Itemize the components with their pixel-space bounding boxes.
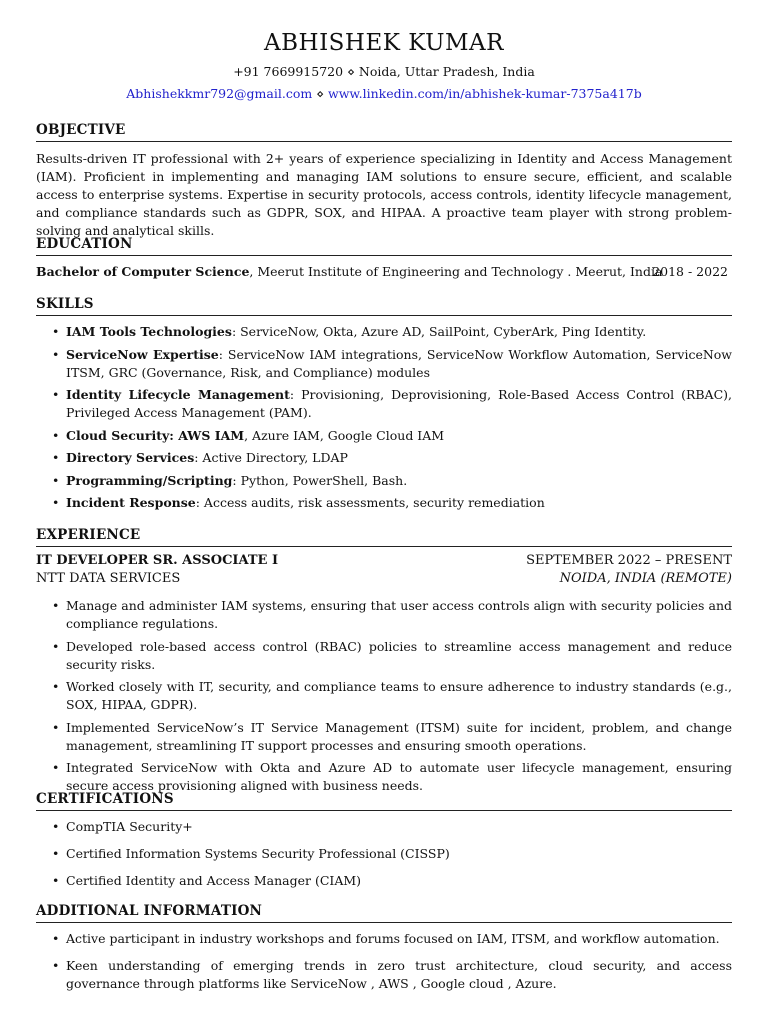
certifications-list xyxy=(52,818,732,895)
list-item: • Incident Response: Access audits, risk assessments, security remediation xyxy=(52,495,545,510)
degree: Bachelor of Computer Science xyxy=(36,264,250,279)
skill-label: ServiceNow Expertise xyxy=(66,346,219,362)
list-item: • Identity Lifecycle Management: Provisioning, Deprovisioning, Role-Based Access Control (RBAC), Privileged Access Management (PAM). xyxy=(52,387,732,420)
location: Noida, Uttar Pradesh, India xyxy=(358,64,535,79)
candidate-name: ABHISHEK KUMAR xyxy=(264,30,504,56)
skill-label: Identity Lifecycle Management xyxy=(66,387,290,402)
skill-text: : Python, PowerShell, Bash. xyxy=(232,472,408,488)
separator: ⋄ xyxy=(316,86,325,101)
list-item: • Programming/Scripting: Python, PowerShell, Bash. xyxy=(52,472,408,488)
bullet-text: Developed role-based access control (RBAC) policies to streamline access management and reduce security risks. xyxy=(66,638,732,672)
certification-text: Certified Identity and Access Manager (CIAM) xyxy=(66,873,362,888)
bullet-text: Manage and administer IAM systems, ensuring that user access controls align with security policies and compliance regulations. xyxy=(66,598,732,631)
skill-label: Incident Response xyxy=(66,495,196,510)
section-heading-objective: OBJECTIVE xyxy=(36,122,732,142)
list-item: • Certified Identity and Access Manager (CIAM) xyxy=(52,873,362,888)
section-heading-experience: EXPERIENCE xyxy=(36,527,732,547)
list-item: • CompTIA Security+ xyxy=(52,819,193,834)
links-line xyxy=(0,86,768,101)
list-item: • ServiceNow Expertise: ServiceNow IAM integrations, ServiceNow Workflow Automation, ServiceNow ITSM, GRC (Governance, Risk, and Compliance) modules xyxy=(52,346,733,380)
additional-text: Active participant in industry workshops and forums focused on IAM, ITSM, and workflow automation. xyxy=(66,931,720,946)
bullet-text: Worked closely with IT, security, and compliance teams to ensure adherence to industry standards (e.g., SOX, HIPAA, GDPR). xyxy=(66,679,732,712)
skill-text: : Active Directory, LDAP xyxy=(194,450,348,465)
linkedin-link[interactable]: www.linkedin.com/in/abhishek-kumar-7375a417b xyxy=(328,86,642,101)
separator: ⋄ xyxy=(347,64,355,79)
company-line xyxy=(36,570,732,588)
list-item: • Manage and administer IAM systems, ensuring that user access controls align with security policies and compliance regulations. xyxy=(52,598,732,631)
bullet-text: Integrated ServiceNow with Okta and Azure AD to automate user lifecycle management, ensuring secure access provisioning aligned with business needs. xyxy=(66,760,732,793)
email-link[interactable]: Abhishekkmr792@gmail.com xyxy=(126,86,313,101)
list-item: • Implemented ServiceNow’s IT Service Management (ITSM) suite for incident, problem, and change management, streamlining IT support processes and ensuring smooth operations. xyxy=(52,719,732,753)
certification-text: CompTIA Security+ xyxy=(66,819,193,834)
skill-text: , Azure IAM, Google Cloud IAM xyxy=(244,427,445,443)
education-entry xyxy=(36,263,732,281)
skill-label: Directory Services xyxy=(66,450,195,465)
objective-text: Results-driven IT professional with 2+ years of experience specializing in Identity and Access Management (IAM). Proficient in implementing and managing IAM solutions to ensure secure, efficient, and scalable access to enterprise systems. Expertise in security protocols, access controls, identity lifecycle management, and compliance standards such as GDPR, SOX, and HIPAA. A proactive team player with strong problem-solving and analytical skills. xyxy=(36,151,732,238)
skill-text: : Access audits, risk assessments, security remediation xyxy=(195,495,545,510)
contact-line xyxy=(0,64,768,79)
skill-text: : ServiceNow, Okta, Azure AD, SailPoint, CyberArk, Ping Identity. xyxy=(231,324,647,339)
skill-text: : Provisioning, Deprovisioning, Role-Based Access Control (RBAC), Privileged Access Management (PAM). xyxy=(66,387,732,420)
list-item: • Keen understanding of emerging trends in zero trust architecture, cloud security, and access governance through platforms like ServiceNow , AWS , Google cloud , Azure. xyxy=(52,958,732,991)
skill-label: Programming/Scripting xyxy=(66,472,233,488)
skill-label: Cloud Security: AWS IAM xyxy=(66,427,245,443)
section-heading-education: EDUCATION xyxy=(36,236,732,256)
company-name: NTT DATA SERVICES xyxy=(36,571,181,586)
section-heading-additional-information: ADDITIONAL INFORMATION xyxy=(36,903,732,923)
list-item: • Worked closely with IT, security, and compliance teams to ensure adherence to industry standards (e.g., SOX, HIPAA, GDPR). xyxy=(52,679,732,712)
list-item: • IAM Tools Technologies: ServiceNow, Okta, Azure AD, SailPoint, CyberArk, Ping Identity. xyxy=(52,324,647,339)
job-dates: SEPTEMBER 2022 – PRESENT xyxy=(526,553,732,568)
skills-list xyxy=(52,323,732,517)
list-item: • Integrated ServiceNow with Okta and Azure AD to automate user lifecycle management, ensuring secure access provisioning aligned with business needs. xyxy=(52,760,732,793)
institution: , Meerut Institute of Engineering and Technology . Meerut, India xyxy=(249,264,663,279)
list-item: • Active participant in industry workshops and forums focused on IAM, ITSM, and workflow automation. xyxy=(52,931,720,946)
bullet-text: Implemented ServiceNow’s IT Service Management (ITSM) suite for incident, problem, and change management, streamlining IT support processes and ensuring smooth operations. xyxy=(66,719,732,753)
list-item: • Directory Services: Active Directory, LDAP xyxy=(52,450,348,465)
additional-list xyxy=(52,930,732,998)
job-location: NOIDA, INDIA (REMOTE) xyxy=(559,571,732,586)
section-heading-skills: SKILLS xyxy=(36,296,732,316)
section-heading-certifications: CERTIFICATIONS xyxy=(36,791,732,811)
phone-number: +91 7669915720 xyxy=(233,64,344,79)
additional-text: Keen understanding of emerging trends in zero trust architecture, cloud security, and access governance through platforms like ServiceNow , AWS , Google cloud , Azure. xyxy=(66,958,732,991)
experience-list xyxy=(52,597,732,800)
list-item: • Developed role-based access control (RBAC) policies to streamline access management and reduce security risks. xyxy=(52,638,732,672)
job-title-line xyxy=(36,552,732,570)
education-years: 2018 - 2022 xyxy=(652,264,728,279)
list-item: • Cloud Security: AWS IAM, Azure IAM, Google Cloud IAM xyxy=(52,427,445,443)
skill-text: : ServiceNow IAM integrations, ServiceNow Workflow Automation, ServiceNow ITSM, GRC (Governance, Risk, and Compliance) modules xyxy=(66,346,733,380)
skill-label: IAM Tools Technologies xyxy=(66,324,232,339)
job-title: IT DEVELOPER SR. ASSOCIATE I xyxy=(36,553,279,568)
list-item: • Certified Information Systems Security Professional (CISSP) xyxy=(52,846,450,861)
certification-text: Certified Information Systems Security Professional (CISSP) xyxy=(66,846,450,861)
